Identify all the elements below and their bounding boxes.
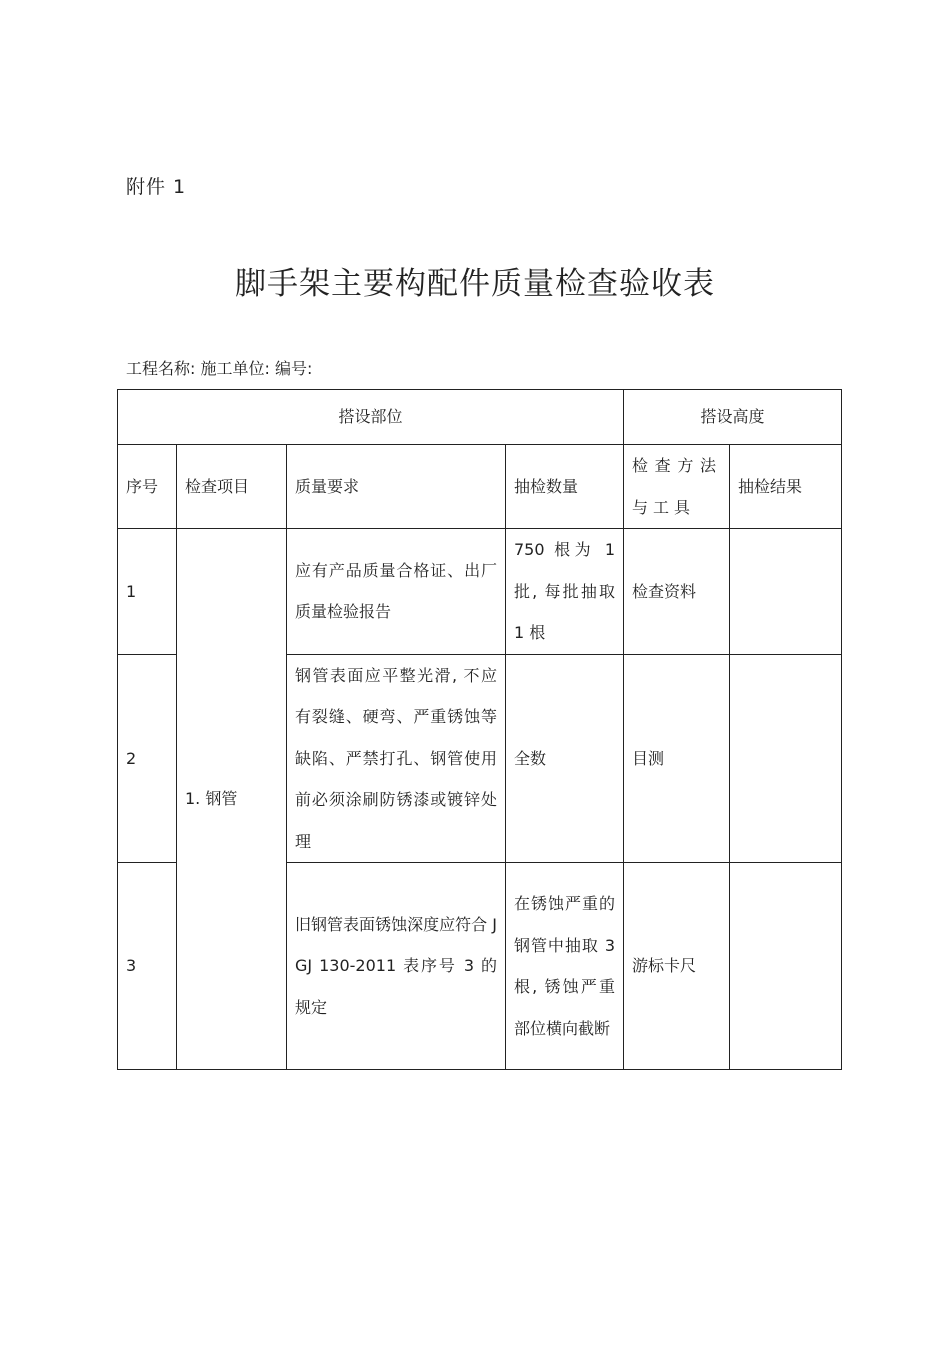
col-header-item: 检查项目 bbox=[177, 445, 287, 529]
header-height: 搭设高度 bbox=[624, 390, 842, 445]
row-requirement: 应有产品质量合格证、出厂质量检验报告 bbox=[287, 529, 506, 655]
row-sample-qty: 750 根为 1 批, 每批抽取 1 根 bbox=[506, 529, 624, 655]
row-no: 1 bbox=[118, 529, 177, 655]
row-result bbox=[730, 863, 842, 1070]
page-title: 脚手架主要构配件质量检查验收表 bbox=[235, 266, 715, 302]
row-method: 游标卡尺 bbox=[624, 863, 730, 1070]
col-header-no: 序号 bbox=[118, 445, 177, 529]
item-group-cell: 1. 钢管 bbox=[177, 529, 287, 1070]
col-header-result: 抽检结果 bbox=[730, 445, 842, 529]
attachment-label: 附件 1 bbox=[126, 176, 187, 198]
inspection-table bbox=[117, 389, 842, 1070]
col-header-requirement: 质量要求 bbox=[287, 445, 506, 529]
row-result bbox=[730, 529, 842, 655]
row-requirement: 旧钢管表面锈蚀深度应符合 JGJ 130-2011 表序号 3 的规定 bbox=[287, 863, 506, 1070]
row-result bbox=[730, 654, 842, 863]
row-sample-qty: 全数 bbox=[506, 654, 624, 863]
row-no: 3 bbox=[118, 863, 177, 1070]
col-header-sample-qty: 抽检数量 bbox=[506, 445, 624, 529]
row-no: 2 bbox=[118, 654, 177, 863]
table-column-header-row bbox=[118, 445, 842, 529]
row-sample-qty: 在锈蚀严重的钢管中抽取 3 根, 锈蚀严重部位横向截断 bbox=[506, 863, 624, 1070]
project-info-line: 工程名称: 施工单位: 编号: bbox=[126, 359, 313, 378]
col-header-method: 检查方法与工具 bbox=[624, 445, 730, 529]
row-method: 目测 bbox=[624, 654, 730, 863]
header-location: 搭设部位 bbox=[118, 390, 624, 445]
row-requirement: 钢管表面应平整光滑, 不应有裂缝、硬弯、严重锈蚀等缺陷、严禁打孔、钢管使用前必须涂刷防锈漆或镀锌处理 bbox=[287, 654, 506, 863]
table-top-header-row bbox=[118, 390, 842, 445]
table-row bbox=[118, 529, 842, 655]
row-method: 检查资料 bbox=[624, 529, 730, 655]
